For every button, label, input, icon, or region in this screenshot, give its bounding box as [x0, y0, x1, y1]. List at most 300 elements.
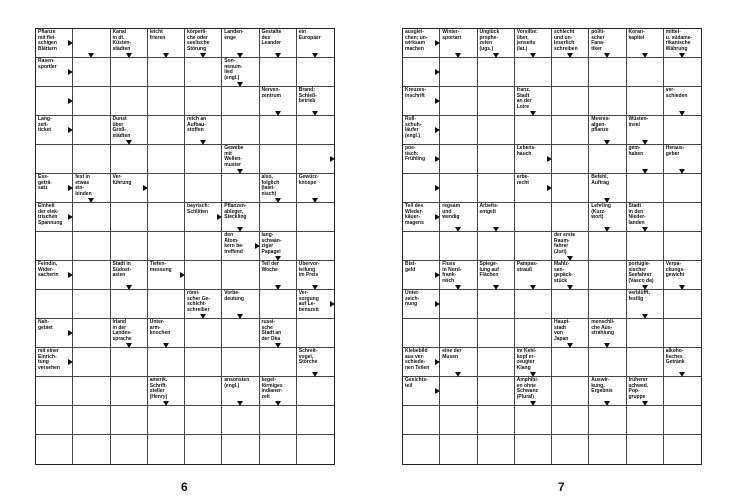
clue-cell	[73, 174, 110, 203]
crossword-grid-right	[402, 28, 702, 465]
clue-cell	[515, 261, 552, 290]
answer-cell[interactable]	[185, 406, 222, 435]
answer-cell[interactable]	[148, 348, 185, 377]
answer-cell[interactable]	[148, 116, 185, 145]
answer-cell[interactable]	[260, 406, 297, 435]
answer-cell[interactable]	[478, 290, 515, 319]
answer-cell[interactable]	[589, 145, 626, 174]
clue-cell	[297, 348, 334, 377]
answer-cell[interactable]	[478, 377, 515, 406]
clue-cell	[403, 203, 440, 232]
clue-text: fest in etwas ein- binden	[75, 174, 92, 197]
answer-cell[interactable]	[664, 290, 701, 319]
answer-cell[interactable]	[260, 116, 297, 145]
answer-cell[interactable]	[478, 232, 515, 261]
clue-cell	[664, 29, 701, 58]
answer-cell[interactable]	[515, 406, 552, 435]
answer-cell[interactable]	[222, 348, 259, 377]
page-number-left: 6	[181, 480, 188, 494]
answer-cell[interactable]	[440, 58, 477, 87]
answer-cell[interactable]	[148, 406, 185, 435]
clue-text: Befehl, Auftrag	[591, 174, 610, 186]
clue-text: poe- tisch: Frühling	[405, 145, 425, 163]
answer-cell[interactable]	[185, 348, 222, 377]
answer-cell[interactable]	[148, 232, 185, 261]
answer-cell[interactable]	[222, 319, 259, 348]
answer-cell[interactable]	[148, 435, 185, 464]
clue-text: Irland in der Landes- sprache	[112, 319, 132, 342]
clue-cell	[36, 261, 73, 290]
answer-cell[interactable]	[440, 116, 477, 145]
clue-text: also, folglich (latei- nisch)	[261, 174, 280, 197]
answer-cell[interactable]	[440, 145, 477, 174]
answer-cell[interactable]	[589, 435, 626, 464]
clue-text: Dunst über Groß- städten	[112, 116, 131, 139]
answer-cell[interactable]	[627, 232, 664, 261]
clue-text: Auswir- kung, Ergebnis	[591, 377, 613, 395]
clue-cell	[627, 261, 664, 290]
clue-cell	[589, 377, 626, 406]
answer-cell[interactable]	[627, 174, 664, 203]
clue-text: Roll- schuh- läufer (engl.)	[405, 116, 422, 139]
answer-cell[interactable]	[73, 348, 110, 377]
clue-cell	[440, 348, 477, 377]
clue-cell	[403, 116, 440, 145]
clue-cell	[478, 29, 515, 58]
answer-cell[interactable]	[515, 116, 552, 145]
clue-text: bayrisch: Schlitten	[187, 203, 210, 215]
clue-cell	[403, 261, 440, 290]
clue-cell	[111, 174, 148, 203]
clue-cell	[515, 174, 552, 203]
clue-cell	[515, 145, 552, 174]
page-number-right: 7	[558, 480, 565, 494]
clue-cell	[403, 145, 440, 174]
answer-cell[interactable]	[111, 145, 148, 174]
answer-cell[interactable]	[589, 261, 626, 290]
clue-text: Wüsten- insel	[628, 116, 649, 128]
clue-cell	[148, 261, 185, 290]
clue-text: mit einer Einrich- tung versehen	[38, 348, 60, 371]
clue-text: Bist- geld	[405, 261, 417, 273]
answer-cell[interactable]	[260, 203, 297, 232]
answer-cell[interactable]	[515, 435, 552, 464]
clue-text: Nah- gebiet	[38, 319, 53, 331]
answer-cell[interactable]	[260, 290, 297, 319]
clue-text: Brand; Schieß- betrieb	[298, 87, 317, 105]
answer-cell[interactable]	[664, 232, 701, 261]
answer-cell[interactable]	[552, 435, 589, 464]
clue-text: der erste Raum- fahrer (Juri)	[554, 232, 576, 255]
clue-cell	[111, 261, 148, 290]
clue-text: Vorbe- deutung	[224, 290, 244, 302]
clue-cell	[515, 87, 552, 116]
clue-text: Spiege- lung auf Flächen	[479, 261, 499, 279]
answer-cell[interactable]	[664, 377, 701, 406]
clue-text: Mahlz- sen- gepäck- stück	[554, 261, 573, 284]
clue-cell	[36, 87, 73, 116]
clue-text: regsam und wendig	[442, 203, 461, 221]
arrow-right-icon	[330, 301, 335, 307]
clue-cell	[589, 29, 626, 58]
answer-cell[interactable]	[589, 348, 626, 377]
answer-cell[interactable]	[627, 406, 664, 435]
clue-text: lang- schwän- ziger Papagei	[261, 232, 282, 255]
clue-cell	[185, 29, 222, 58]
clue-cell	[403, 348, 440, 377]
answer-cell[interactable]	[589, 87, 626, 116]
answer-cell[interactable]	[552, 116, 589, 145]
answer-cell[interactable]	[297, 377, 334, 406]
answer-cell[interactable]	[403, 319, 440, 348]
clue-cell	[36, 58, 73, 87]
clue-cell	[222, 377, 259, 406]
clue-text: Amphibi- en ohne Schwanz (Plural)	[516, 377, 539, 400]
clue-text: russi- sche Stadt an der Oka	[261, 319, 282, 342]
answer-cell[interactable]	[185, 261, 222, 290]
answer-cell[interactable]	[73, 406, 110, 435]
clue-text: Haupt- stadt von Japan	[554, 319, 570, 342]
right-page	[375, 0, 750, 500]
clue-text: Pflanzen- ableger, Steckling	[224, 203, 247, 221]
clue-cell	[148, 319, 185, 348]
clue-text: Unter- zeich- nung	[405, 290, 420, 308]
answer-cell[interactable]	[36, 406, 73, 435]
answer-cell[interactable]	[111, 58, 148, 87]
answer-cell[interactable]	[664, 435, 701, 464]
answer-cell[interactable]	[222, 87, 259, 116]
answer-cell[interactable]	[552, 377, 589, 406]
clue-text: Schreit- vogel, Störche	[298, 348, 318, 366]
clue-text: ver- schieden	[665, 87, 688, 99]
answer-cell[interactable]	[260, 58, 297, 87]
clue-text: Kanal in dt. Küsten- städten	[112, 29, 132, 52]
clue-cell	[403, 87, 440, 116]
answer-cell[interactable]	[478, 58, 515, 87]
clue-cell	[148, 29, 185, 58]
answer-cell[interactable]	[185, 145, 222, 174]
clue-text: Teil des Wieder- käuer- magens	[405, 203, 424, 226]
clue-cell	[36, 116, 73, 145]
clue-cell	[260, 377, 297, 406]
answer-cell[interactable]	[111, 87, 148, 116]
clue-text: ansonsten (engl.)	[224, 377, 250, 389]
answer-cell[interactable]	[148, 203, 185, 232]
answer-cell[interactable]	[297, 406, 334, 435]
clue-cell	[148, 377, 185, 406]
answer-cell[interactable]	[515, 232, 552, 261]
answer-cell[interactable]	[552, 406, 589, 435]
answer-cell[interactable]	[297, 116, 334, 145]
answer-cell[interactable]	[478, 116, 515, 145]
clue-cell	[403, 377, 440, 406]
answer-cell[interactable]	[664, 116, 701, 145]
answer-cell[interactable]	[73, 261, 110, 290]
answer-cell[interactable]	[148, 58, 185, 87]
answer-cell[interactable]	[552, 145, 589, 174]
answer-cell[interactable]	[589, 406, 626, 435]
clue-cell	[552, 29, 589, 58]
clue-cell	[627, 145, 664, 174]
answer-cell[interactable]	[589, 232, 626, 261]
clue-cell	[627, 377, 664, 406]
clue-text: Heraus- geber	[665, 145, 685, 157]
answer-cell[interactable]	[260, 348, 297, 377]
clue-cell	[260, 319, 297, 348]
answer-cell[interactable]	[36, 232, 73, 261]
answer-cell[interactable]	[185, 319, 222, 348]
answer-cell[interactable]	[403, 435, 440, 464]
answer-cell[interactable]	[36, 435, 73, 464]
answer-cell[interactable]	[515, 319, 552, 348]
clue-cell	[185, 290, 222, 319]
answer-cell[interactable]	[260, 145, 297, 174]
clue-cell	[185, 203, 222, 232]
clue-cell	[664, 261, 701, 290]
clue-text: Gesichts- teil	[405, 377, 428, 389]
clue-cell	[627, 203, 664, 232]
answer-cell[interactable]	[478, 406, 515, 435]
answer-cell[interactable]	[297, 203, 334, 232]
answer-cell[interactable]	[111, 406, 148, 435]
clue-cell	[297, 261, 334, 290]
answer-cell[interactable]	[403, 406, 440, 435]
answer-cell[interactable]	[73, 290, 110, 319]
answer-cell[interactable]	[478, 435, 515, 464]
answer-cell[interactable]	[260, 435, 297, 464]
clue-cell	[627, 29, 664, 58]
answer-cell[interactable]	[185, 377, 222, 406]
clue-text: Lang- zeit- ticket	[38, 116, 52, 134]
answer-cell[interactable]	[440, 319, 477, 348]
answer-cell[interactable]	[185, 232, 222, 261]
clue-cell	[36, 319, 73, 348]
answer-cell[interactable]	[222, 261, 259, 290]
answer-cell[interactable]	[440, 174, 477, 203]
clue-text: Gewürz- knospe	[298, 174, 319, 186]
answer-cell[interactable]	[111, 348, 148, 377]
clue-text: kegel- förmiges Indianer- zelt	[261, 377, 283, 400]
answer-cell[interactable]	[478, 87, 515, 116]
answer-cell[interactable]	[73, 319, 110, 348]
answer-cell[interactable]	[297, 232, 334, 261]
clue-text: Landen- enge	[224, 29, 244, 41]
clue-cell	[478, 261, 515, 290]
clue-cell	[222, 203, 259, 232]
clue-text: Ess- geträ- satz	[38, 174, 52, 192]
answer-cell[interactable]	[440, 87, 477, 116]
answer-cell[interactable]	[148, 145, 185, 174]
answer-cell[interactable]	[111, 435, 148, 464]
clue-cell	[222, 232, 259, 261]
answer-cell[interactable]	[627, 435, 664, 464]
clue-cell	[222, 29, 259, 58]
answer-cell[interactable]	[73, 203, 110, 232]
clue-text: Ver- führung	[112, 174, 132, 186]
clue-text: mittel- u. südame- rikanische Währung	[665, 29, 693, 52]
clue-text: Son- nenum- lied (engl.)	[224, 58, 243, 81]
clue-text: reich an Aufbau- stoffen	[187, 116, 207, 134]
clue-cell	[589, 203, 626, 232]
clue-cell	[552, 261, 589, 290]
clue-cell	[552, 319, 589, 348]
answer-cell[interactable]	[478, 319, 515, 348]
clue-cell	[403, 174, 440, 203]
answer-cell[interactable]	[148, 290, 185, 319]
clue-cell	[515, 348, 552, 377]
answer-cell[interactable]	[552, 348, 589, 377]
answer-cell[interactable]	[36, 377, 73, 406]
answer-cell[interactable]	[111, 203, 148, 232]
answer-cell[interactable]	[185, 174, 222, 203]
answer-cell[interactable]	[297, 58, 334, 87]
clue-text: politi- scher Fana- tiker	[591, 29, 605, 52]
clue-text: Ver- sorgung auf Le- benszeit	[298, 290, 319, 313]
clue-text: Verpa- ckungs- gewicht	[665, 261, 685, 279]
answer-cell[interactable]	[440, 406, 477, 435]
crossword-grid-left	[35, 28, 335, 465]
answer-cell[interactable]	[403, 232, 440, 261]
answer-cell[interactable]	[185, 87, 222, 116]
clue-cell	[297, 174, 334, 203]
answer-cell[interactable]	[297, 435, 334, 464]
answer-cell[interactable]	[589, 290, 626, 319]
clue-cell	[627, 290, 664, 319]
answer-cell[interactable]	[478, 145, 515, 174]
answer-cell[interactable]	[664, 174, 701, 203]
arrow-right-icon	[330, 156, 335, 162]
clue-text: leicht frieren	[149, 29, 166, 41]
clue-text: ausglei- chen; un- wirksam machen	[405, 29, 428, 52]
answer-cell[interactable]	[73, 377, 110, 406]
clue-text: Gewebe mit Wellen- muster	[224, 145, 244, 168]
clue-text: Winter- sportart	[442, 29, 462, 41]
answer-cell[interactable]	[222, 435, 259, 464]
clue-text: schlecht und un- leserlich schreiben	[554, 29, 578, 52]
clue-cell	[403, 58, 440, 87]
clue-text: franz. Stadt an der Loire	[516, 87, 532, 110]
clue-cell	[664, 348, 701, 377]
clue-text: Teil der Woche	[261, 261, 279, 273]
clue-text: Tiefen- messung	[149, 261, 172, 273]
answer-cell[interactable]	[73, 232, 110, 261]
clue-cell	[664, 145, 701, 174]
clue-text: menschli- che Aus- strahlung	[591, 319, 615, 337]
answer-cell[interactable]	[589, 58, 626, 87]
answer-cell[interactable]	[664, 406, 701, 435]
answer-cell[interactable]	[627, 87, 664, 116]
answer-cell[interactable]	[148, 87, 185, 116]
clue-text: portugie- sischer Seefahrer (Vasco da)	[628, 261, 654, 284]
clue-cell	[36, 29, 73, 58]
answer-cell[interactable]	[552, 174, 589, 203]
clue-text: römi- scher Ge- schicht- schreiber	[187, 290, 211, 313]
answer-cell[interactable]	[222, 116, 259, 145]
answer-cell[interactable]	[185, 435, 222, 464]
answer-cell[interactable]	[73, 116, 110, 145]
clue-cell	[260, 174, 297, 203]
answer-cell[interactable]	[515, 203, 552, 232]
answer-cell[interactable]	[627, 319, 664, 348]
answer-cell[interactable]	[222, 406, 259, 435]
clue-text: Stadt in den Nieder- landen	[628, 203, 646, 226]
answer-cell[interactable]	[552, 87, 589, 116]
answer-cell[interactable]	[478, 174, 515, 203]
answer-cell[interactable]	[440, 377, 477, 406]
answer-cell[interactable]	[73, 435, 110, 464]
clue-cell	[664, 87, 701, 116]
answer-cell[interactable]	[297, 319, 334, 348]
answer-cell[interactable]	[440, 435, 477, 464]
answer-cell[interactable]	[73, 87, 110, 116]
clue-cell	[222, 58, 259, 87]
clue-text: amerik. Schrift- steller (Henry)	[149, 377, 168, 400]
clue-cell	[403, 29, 440, 58]
answer-cell[interactable]	[111, 290, 148, 319]
answer-cell[interactable]	[73, 145, 110, 174]
answer-cell[interactable]	[515, 290, 552, 319]
clue-cell	[552, 232, 589, 261]
clue-text: Feindin, Wider- sacherin	[38, 261, 59, 279]
clue-cell	[478, 203, 515, 232]
answer-cell[interactable]	[664, 58, 701, 87]
answer-cell[interactable]	[440, 232, 477, 261]
clue-cell	[403, 290, 440, 319]
clue-cell	[260, 232, 297, 261]
clue-text: eine der Musen	[442, 348, 462, 360]
clue-cell	[36, 203, 73, 232]
clue-text: im Kehl- kopf er- zeugter Klang	[516, 348, 537, 371]
answer-cell[interactable]	[36, 290, 73, 319]
answer-cell[interactable]	[664, 319, 701, 348]
clue-cell	[111, 319, 148, 348]
answer-cell[interactable]	[552, 203, 589, 232]
clue-cell	[297, 29, 334, 58]
clue-text: Gestalte des Leander	[261, 29, 282, 47]
clue-cell	[260, 261, 297, 290]
answer-cell[interactable]	[185, 58, 222, 87]
clue-text: verblüfft, festlig	[628, 290, 650, 302]
answer-cell[interactable]	[627, 58, 664, 87]
answer-cell[interactable]	[111, 232, 148, 261]
clue-text: Arbeits- entgelt	[479, 203, 499, 215]
answer-cell[interactable]	[222, 174, 259, 203]
clue-cell	[73, 29, 110, 58]
answer-cell[interactable]	[73, 58, 110, 87]
answer-cell[interactable]	[478, 348, 515, 377]
answer-cell[interactable]	[552, 290, 589, 319]
answer-cell[interactable]	[440, 290, 477, 319]
clue-cell	[589, 174, 626, 203]
clue-text: Übervor- teilung im Preis	[298, 261, 320, 279]
clue-cell	[36, 174, 73, 203]
clue-cell	[589, 319, 626, 348]
answer-cell[interactable]	[111, 377, 148, 406]
clue-text: Kreuzes- inschrift	[405, 87, 427, 99]
clue-cell	[222, 145, 259, 174]
clue-text: ein Europäer	[298, 29, 321, 41]
clue-text: Meeres- algen- pflanze	[591, 116, 611, 134]
answer-cell[interactable]	[148, 174, 185, 203]
clue-text: Rasen- sportler	[38, 58, 57, 70]
answer-cell[interactable]	[627, 348, 664, 377]
answer-cell[interactable]	[515, 58, 552, 87]
answer-cell[interactable]	[36, 145, 73, 174]
clue-cell	[260, 29, 297, 58]
clue-cell	[515, 29, 552, 58]
answer-cell[interactable]	[552, 58, 589, 87]
answer-cell[interactable]	[664, 203, 701, 232]
